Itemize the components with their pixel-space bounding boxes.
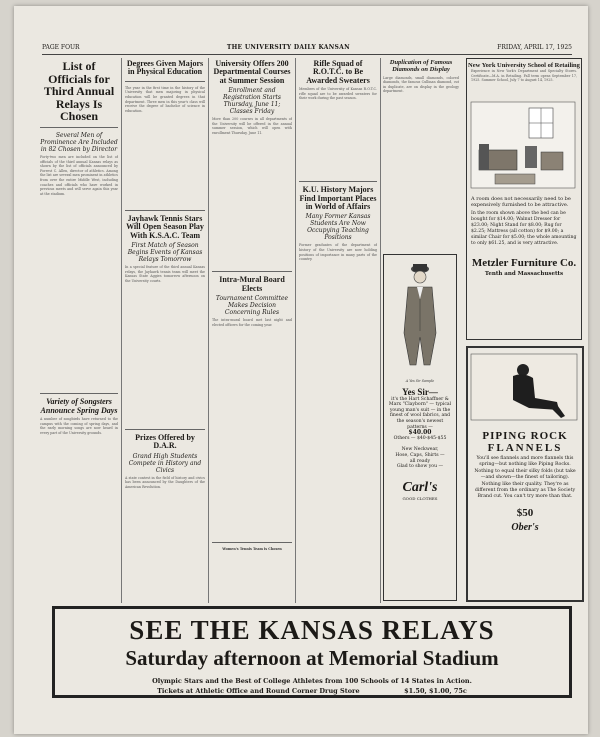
relays-tickets [55,687,569,695]
school-ad-title: New York University School of Retailing [468,62,580,69]
column-2 [125,58,205,603]
relays-description: Olympic Stars and the Best of College Athletes from 100 Schools of 14 States in Action. [152,677,472,685]
ad-price: $40.00 [408,429,432,437]
ad-line: all ready [409,458,431,464]
illustration-caption: A Yes Sir Sample [405,379,435,383]
man-in-suit-illustration [384,255,456,375]
headline-history-majors: K.U. History Majors Find Important Places in World of Affairs [299,185,377,211]
article-body: Large diamonds, small diamonds, colored diamonds, the famous Cullinan diamond, cut in duplicate, are on display in the geology department. [383,75,459,94]
masthead [42,44,572,55]
headline-tennis: Jayhawk Tennis Stars Will Open Season Play With K.S.A.C. Team [126,213,204,240]
flannels-price: $50 [516,506,534,519]
article-body: In a special feature of the third annual Kansas relays, the Jayhawk tennis team will meet the Kansas State Aggies tomorrow afternoon on the University courts. [125,264,205,283]
ad-line: Glad to show you — [396,464,444,470]
carls-logo-sub: GOOD CLOTHES [402,495,438,501]
ticket-prices: $1.50, $1.00, 75c [404,687,467,695]
issue-date: FRIDAY, APRIL 17, 1925 [497,44,572,51]
newspaper-page [14,6,588,734]
headline-degrees: Degrees Given Majors in Physical Education [126,59,204,77]
column-1 [40,58,118,603]
obers-logo: Ober's [511,521,539,533]
deck-dar-prizes: Grand High Students Compete in History and Civics [128,452,202,474]
metzler-brand: Metzler Furniture Co. [471,256,577,269]
furniture-copy: In the room shown above the bed can be bought for $14.00; Walnut Dresser for $23.00; Night Stand for $8.00; Rug for $2.25; Mattress (all cotton) for $9.00; a similar Chair for $5.00; the whole amounting to only $61.25, and is very attractive. [471,210,577,246]
school-ad-body: Experience in New York's Department and Specialty Stores. Certificate—M.A. in Retailing. Fall term opens September 17, 1925. Summer School, July 7 to August 14, 1925. [471,69,577,83]
article-footer: Women's Tennis Team is Chosen [222,546,282,551]
deck-summer-session: Enrollment and Registration Starts Thursday, June 11; Classes Friday [223,87,281,116]
column-3 [212,58,292,603]
newspaper-title: THE UNIVERSITY DAILY KANSAN [226,44,350,51]
flannels-line: You'll see flannels and more flannels this spring—but nothing like Piping Rocks. [476,456,574,468]
deck-history-majors: Many Former Kansas Students Are Now Occupying Teaching Positions [305,213,371,242]
headline-songsters: Variety of Songsters Announce Spring Days [40,397,118,415]
article-body: Forty-two men are included on the list of officials of the third annual Kansas relays as shown by the list of officials announced by Forrest C. Allen, director of athletics. Among the list are several men prominent in athletics from over the entire Middle West, including coaches and officials who have worked in previous meets and will serve again this year at the stadium. [40,154,118,196]
page-number: PAGE FOUR [42,44,80,51]
article-continued [40,199,118,389]
furniture-caption: A room does not necessarily need to be expensively furnished to be attractive. [471,196,571,209]
article-body: Members of the University of Kansas R.O.T.C. rifle squad are to be awarded sweaters for their work during the past season. [299,87,377,101]
flannels-line: Nothing like their quality. They're as different from the ordinary as The Society Brand cut. You can't try more than that. [474,481,576,500]
carls-logo: Carl's [402,479,438,495]
flannels-line: Nothing to equal their silky folds (but take—and shown—the finest of tailoring). [474,468,576,481]
headline-summer-session: University Offers 200 Departmental Courses at Summer Session [213,59,291,85]
column-4 [299,58,377,603]
ad-line: it's the Hart Schaffner & Marx "Clayborn" — typical young man's suit — in the finest of wool fabrics, and the season's newest patterns — [388,396,452,430]
article-body: The intra-mural board met last night and elected officers for the coming year. [212,317,292,327]
article-body: A number of songbirds have returned to the campus with the coming of spring days, and the early morning songs are now heard in every part of the University grounds. [40,417,118,435]
article-body: The year in the first time in the history of the University that men majoring in physical education will be granted degrees in that department. Three men in this year's class will receive the degree of bachelor of science in education. [125,85,205,113]
article-body: More than 200 courses in all departments of the University will be offered in the annual summer session, which will open with enrollment Thursday, June 11. [212,117,292,135]
ad-headline: Yes Sir— [402,386,438,397]
article-body: A state contest in the field of history and civics has been announced by the Daughters of the American Revolution. [125,475,205,489]
headline-dar-prizes: Prizes Offered by D.A.R. [135,432,195,451]
piping-rock-flannels-ad [466,346,584,602]
headline-intramural: Intra-Mural Board Elects [219,275,285,293]
kansas-relays-banner-ad [52,606,572,698]
ad-line: Hose, Caps, Shirts — [395,452,445,458]
metzler-furniture-ad [466,58,582,340]
ad-line: Others — $40-$45-$55 [393,435,447,441]
metzler-address: Tenth and Massachusetts [484,270,564,277]
flannels-title: PIPING ROCK [482,430,568,442]
headline-relays-officials: List of Officials for Third Annual Relays Is Chosen [43,59,115,124]
ad-line: New Neckwear, [401,447,439,453]
article-body: Former graduates of the department of history of the University are now holding positions of importance in many parts of the country. [299,243,377,262]
carls-clothing-ad [383,254,457,601]
deck-relays-officials: Several Men of Prominence Are Included in 82 Chosen by Director [40,131,118,153]
deck-intramural: Tournament Committee Makes Decision Concerning Rules [215,294,289,316]
relays-headline: SEE THE KANSAS RELAYS [129,615,495,645]
flannels-title: FLANNELS [487,442,563,454]
headline-rifle-squad: Rifle Squad of R.O.T.C. to Be Awarded Sweaters [306,59,370,85]
relays-subheadline: Saturday afternoon at Memorial Stadium [125,646,499,670]
tickets-location: Tickets at Athletic Office and Round Corner Drug Store [157,687,360,695]
seated-man-illustration [469,352,579,422]
headline-diamonds: Duplication of Famous Diamonds on Display [389,59,453,73]
bedroom-illustration [467,100,579,190]
deck-tennis: First Match of Season Begins Events of Kansas Relays Tomorrow [127,241,203,263]
